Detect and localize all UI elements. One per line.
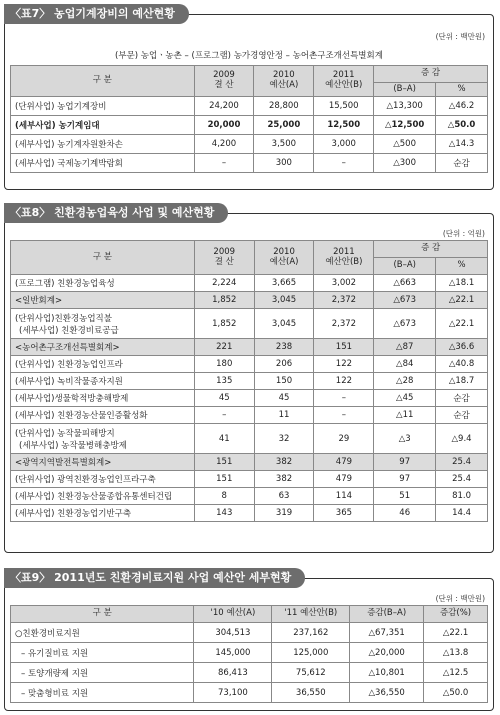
cell-y2011: 3,002: [314, 275, 374, 292]
cell-pct: 81.0: [436, 488, 488, 505]
cell-y2010: 32: [254, 424, 314, 454]
cell-y2009: 41: [194, 424, 254, 454]
row-label: [11, 454, 195, 471]
table7-unit: (단위 : 백만원): [435, 32, 485, 41]
table-row: [11, 505, 488, 522]
cell-pct: △40.8: [436, 356, 488, 373]
table-row: (세부사업) 농기계자원환차손 4,200 3,500 3,000 △500 △14.3: [11, 135, 488, 154]
row-label: [11, 339, 195, 356]
cell-y2010: 3,045: [254, 292, 314, 309]
cell-pct: △22.1: [436, 309, 488, 339]
table7-header-pct: %: [436, 83, 488, 97]
table8-unit: (단위 : 억원): [442, 229, 485, 238]
row-label: [11, 488, 195, 505]
cell-y2010: 63: [254, 488, 314, 505]
cell-diff: △673: [374, 309, 436, 339]
table9-header-a: '10 예산(A): [194, 606, 272, 623]
cell-diff: △45: [374, 390, 436, 407]
cell-pct: △18.7: [436, 373, 488, 390]
table-row: [11, 454, 488, 471]
table9: [10, 605, 488, 703]
cell-pct: 14.4: [436, 505, 488, 522]
table8-header-label: 구 분: [11, 241, 195, 275]
cell-y2010: 382: [254, 471, 314, 488]
table-row: ○친환경비료지원 304,513 237,162 △67,351 △22.1: [11, 623, 488, 643]
row-label-line: <농어촌구조개선특별회계>: [15, 343, 120, 353]
table7-subtitle: (부문) 농업ㆍ농촌 – (프로그램) 농가경영안정 – 농어촌구조개선특별회계: [115, 51, 383, 61]
row-label: [11, 356, 195, 373]
table-row: – 유기질비료 지원 145,000 125,000 △20,000 △13.8: [11, 643, 488, 663]
row-label-line: (단위사업) 농작물피해방지: [15, 428, 115, 439]
table9-header-pct: 증감(%): [424, 606, 488, 623]
cell-y2009: 45: [194, 390, 254, 407]
cell-pct: △36.6: [436, 339, 488, 356]
table8-header-2010: 2010 예산(A): [254, 241, 314, 275]
cell-diff: △84: [374, 356, 436, 373]
row-label: [11, 390, 195, 407]
table-row: – 맞춤형비료 지원 73,100 36,550 △36,550 △50.0: [11, 683, 488, 703]
cell-y2011: 151: [314, 339, 374, 356]
cell-y2009: 143: [194, 505, 254, 522]
cell-y2011: 122: [314, 373, 374, 390]
cell-pct: 25.4: [436, 454, 488, 471]
table8-header-pct: %: [436, 258, 488, 275]
table8-header-2009: 2009 결 산: [194, 241, 254, 275]
table-row: (단위사업) 농업기계장비 24,200 28,800 15,500 △13,300 △46.2: [11, 97, 488, 116]
row-label-line: (세부사업) 친환경농업기반구축: [15, 509, 132, 519]
cell-diff: △11: [374, 407, 436, 424]
table-row: [11, 339, 488, 356]
table9-box: [4, 578, 494, 711]
table7-header-2011: 2011 예산안(B): [314, 66, 374, 97]
table8: [10, 240, 488, 522]
cell-pct: 25.4: [436, 471, 488, 488]
cell-diff: △3: [374, 424, 436, 454]
row-label-line: (세부사업) 친환경농산물인증활성화: [15, 411, 148, 421]
table8-header-change: 증 감: [374, 241, 488, 258]
cell-y2011: –: [314, 390, 374, 407]
cell-y2010: 45: [254, 390, 314, 407]
table8-title: 〈표8〉 친환경농업육성 사업 및 예산현황: [4, 203, 228, 223]
cell-diff: △87: [374, 339, 436, 356]
table7: [10, 65, 488, 173]
table8-section: [4, 203, 494, 555]
cell-y2009: –: [194, 407, 254, 424]
cell-y2011: 365: [314, 505, 374, 522]
table9-header-label: 구 분: [11, 606, 194, 623]
row-label-line: <광역지역발전특별회계>: [15, 458, 112, 468]
cell-y2010: 3,045: [254, 309, 314, 339]
table8-header-diff: (B–A): [374, 258, 436, 275]
table7-box: [4, 14, 494, 190]
row-label-line: (세부사업) 친환경비료공급: [19, 325, 119, 336]
table9-header-b: '11 예산안(B): [272, 606, 350, 623]
cell-pct: △22.1: [436, 292, 488, 309]
table-row: [11, 292, 488, 309]
cell-y2009: 151: [194, 454, 254, 471]
table-row: [11, 471, 488, 488]
cell-y2010: 238: [254, 339, 314, 356]
row-label-line: (단위사업)친환경농업직불: [15, 313, 112, 324]
row-label: [11, 407, 195, 424]
cell-pct: 순감: [436, 407, 488, 424]
cell-y2010: 319: [254, 505, 314, 522]
cell-y2010: 11: [254, 407, 314, 424]
table7-header-label: 구 분: [11, 66, 195, 97]
table-row: [11, 309, 488, 339]
cell-y2010: 3,665: [254, 275, 314, 292]
row-label: [11, 309, 195, 339]
row-label: [11, 424, 195, 454]
cell-y2009: 8: [194, 488, 254, 505]
cell-y2010: 206: [254, 356, 314, 373]
row-label: [11, 505, 195, 522]
table9-header-diff: 증감(B–A): [350, 606, 424, 623]
cell-diff: 97: [374, 454, 436, 471]
cell-diff: △28: [374, 373, 436, 390]
table-row: [11, 407, 488, 424]
table7-header-change: 증 감: [374, 66, 488, 83]
row-label-line: <일반회계>: [15, 296, 63, 306]
cell-y2011: –: [314, 407, 374, 424]
cell-y2009: 135: [194, 373, 254, 390]
cell-y2010: 150: [254, 373, 314, 390]
table7-header-2010: 2010 예산(A): [254, 66, 314, 97]
row-label: [11, 292, 195, 309]
table9-section: [4, 568, 494, 711]
cell-pct: 순감: [436, 390, 488, 407]
cell-y2009: 151: [194, 471, 254, 488]
cell-y2009: 1,852: [194, 292, 254, 309]
row-label: [11, 471, 195, 488]
cell-y2011: 122: [314, 356, 374, 373]
cell-diff: △663: [374, 275, 436, 292]
row-label-line: (세부사업)생물학적방충해방제: [15, 394, 129, 404]
row-label: [11, 373, 195, 390]
cell-y2011: 2,372: [314, 292, 374, 309]
table-row: – 토양개량제 지원 86,413 75,612 △10,801 △12.5: [11, 663, 488, 683]
table-row: [11, 356, 488, 373]
row-label-line: (프로그램) 친환경농업육성: [15, 279, 115, 289]
table8-box: [4, 213, 494, 553]
table-row: (세부사업) 국제농기계박람회 – 300 – △300 순감: [11, 154, 488, 173]
cell-diff: 46: [374, 505, 436, 522]
cell-y2009: 2,224: [194, 275, 254, 292]
row-label-line: (단위사업) 광역친환경농업인프라구축: [15, 475, 156, 485]
table7-header-2009: 2009 결 산: [194, 66, 254, 97]
row-label-line: (세부사업) 녹비작물종자지원: [15, 377, 123, 387]
cell-y2011: 2,372: [314, 309, 374, 339]
table7-title: 〈표7〉 농업기계장비의 예산현황: [4, 4, 189, 24]
table7-header-diff: (B–A): [374, 83, 436, 97]
table7-section: [4, 4, 494, 192]
cell-y2010: 382: [254, 454, 314, 471]
table8-header-2011: 2011 예산안(B): [314, 241, 374, 275]
cell-y2009: 221: [194, 339, 254, 356]
row-label-line: (세부사업) 친환경농산물종합유통센터건립: [15, 492, 173, 502]
cell-diff: 97: [374, 471, 436, 488]
cell-y2011: 479: [314, 471, 374, 488]
row-label: [11, 275, 195, 292]
table-row: [11, 390, 488, 407]
cell-y2009: 180: [194, 356, 254, 373]
cell-pct: △9.4: [436, 424, 488, 454]
cell-diff: 51: [374, 488, 436, 505]
table-row: [11, 424, 488, 454]
cell-diff: △673: [374, 292, 436, 309]
table-row: [11, 373, 488, 390]
cell-y2011: 29: [314, 424, 374, 454]
row-label-line: (세부사업) 농작물병해충방제: [19, 440, 127, 451]
cell-y2011: 479: [314, 454, 374, 471]
table9-unit: (단위 : 백만원): [435, 594, 485, 603]
table-row: (세부사업) 농기계임대 20,000 25,000 12,500 △12,500 △50.0: [11, 116, 488, 135]
table-row: [11, 488, 488, 505]
cell-y2011: 114: [314, 488, 374, 505]
cell-y2009: 1,852: [194, 309, 254, 339]
table9-title: 〈표9〉 2011년도 친환경비료지원 사업 예산안 세부현황: [4, 568, 305, 588]
row-label-line: (단위사업) 친환경농업인프라: [15, 360, 123, 370]
table-row: [11, 275, 488, 292]
cell-pct: △18.1: [436, 275, 488, 292]
